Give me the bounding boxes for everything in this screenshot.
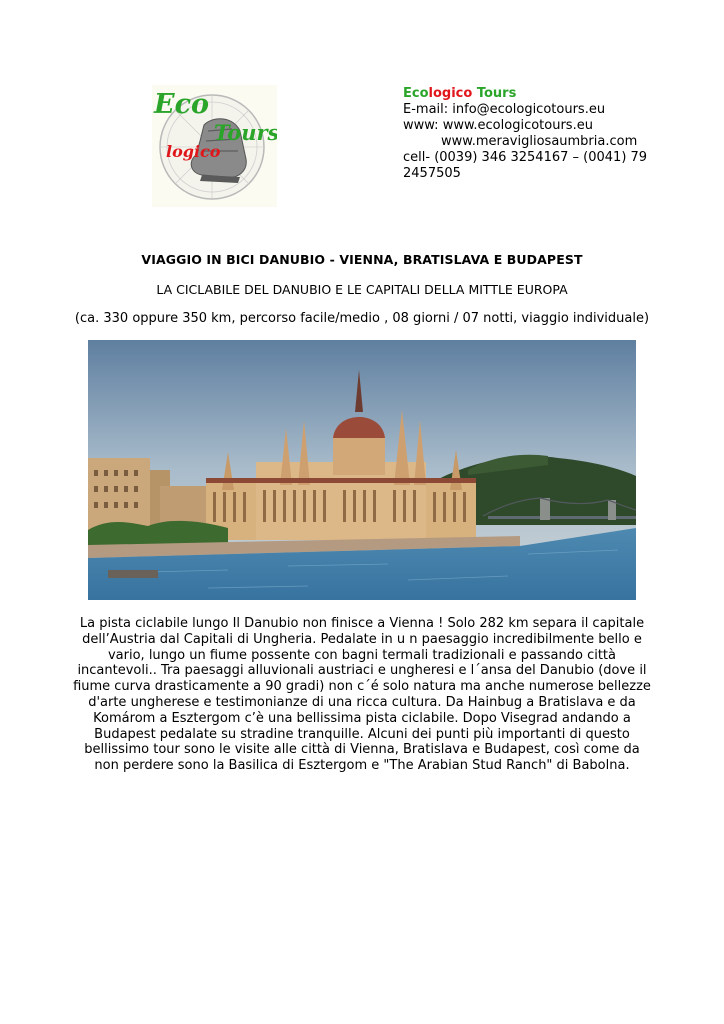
company-name xyxy=(403,86,663,102)
eco-logico-tours-logo xyxy=(152,85,277,207)
document-title: VIAGGIO IN BICI DANUBIO - VIENNA, BRATISLAVA E BUDAPEST xyxy=(141,252,583,267)
contact-website[interactable]: www: www.ecologicotours.eu xyxy=(403,118,593,133)
logo-word-eco: Eco xyxy=(154,89,210,120)
tour-details: (ca. 330 oppure 350 km, percorso facile/medio , 08 giorni / 07 notti, viaggio individuale) xyxy=(74,311,650,326)
contact-block xyxy=(403,86,663,182)
budapest-parliament-photo xyxy=(88,340,636,600)
logo-word-logico: logico xyxy=(166,142,221,161)
parliament-illustration xyxy=(88,340,636,600)
contact-email[interactable]: E-mail: info@ecologicotours.eu xyxy=(403,102,606,117)
contact-phone: cell- (0039) 346 3254167 – (0041) 79 2457505 xyxy=(403,150,648,181)
logo-graphic xyxy=(152,85,277,207)
logo-word-tours: Tours xyxy=(214,120,277,145)
document-subtitle: LA CICLABILE DEL DANUBIO E LE CAPITALI DELLA MITTLE EUROPA xyxy=(156,282,568,297)
brand-eco: Eco xyxy=(403,86,429,101)
tour-description: La pista ciclabile lungo Il Danubio non finisce a Vienna ! Solo 282 km separa il capitale dell’Austria dal Capitali di Ungheria. Pedalate in u n paesaggio incredibilmente bello e vario, lungo un fiume possente con bagni termali tradizionali e passando città incantevoli.. Tra paesaggi alluvionali austriaci e ungheresi e l´ansa del Danubio (dove il fiume curva drasticamente a 90 gradi) non c´é solo natura ma anche numerose bellezze d'arte ungherese e testimonianze di una ricca cultura. Da Hainbug a Bratislava e da Komárom a Esztergom c’è una bellissima pista ciclabile. Dopo Visegrad andando a Budapest pedalate su stradine tranquille. Alcuni dei punti più importanti di questo bellissimo tour sono le visite alle città di Vienna, Bratislava e Budapest, così come da non perdere sono la Basilica di Esztergom e "The Arabian Stud Ranch" di Babolna. xyxy=(73,616,651,774)
brand-tours: Tours xyxy=(472,86,517,101)
brand-logico: logico xyxy=(428,86,473,101)
contact-website-2[interactable]: www.meravigliosaumbria.com xyxy=(441,134,638,149)
